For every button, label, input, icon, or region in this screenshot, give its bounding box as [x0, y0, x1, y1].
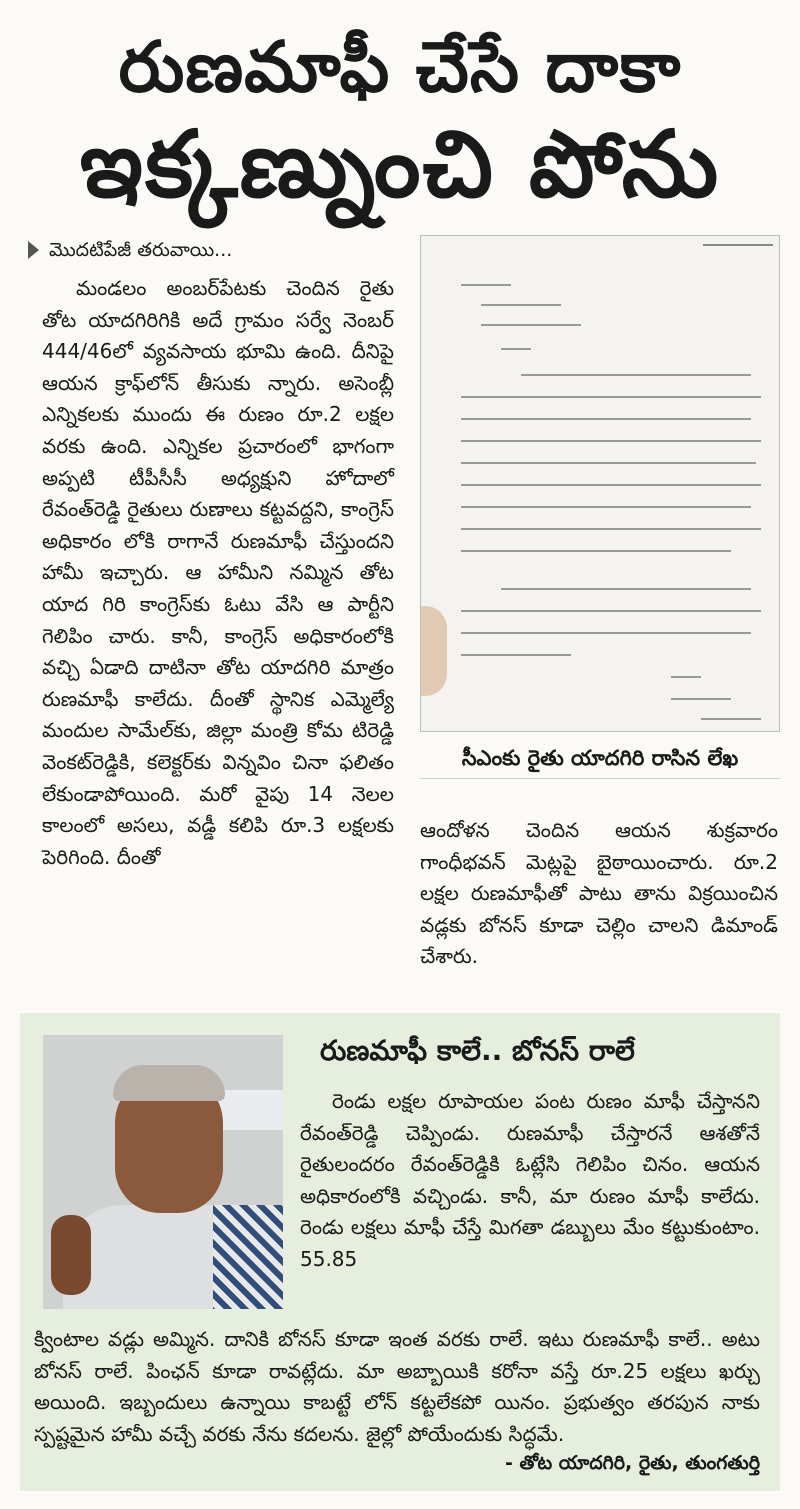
letter-line — [671, 676, 701, 678]
photo-hair — [113, 1065, 225, 1101]
quote-subheading: రుణమాఫీ కాలే.. బోనస్ రాలే — [320, 1034, 635, 1067]
letter-line — [461, 654, 571, 656]
letter-line — [501, 348, 531, 350]
letter-line — [461, 462, 756, 464]
letter-line — [461, 528, 761, 530]
farmer-quote-box — [20, 1013, 780, 1491]
kicker-text: మొదటిపేజీ తరువాయి... — [49, 239, 233, 261]
photo-background-board — [218, 1090, 283, 1130]
farmer-photo — [43, 1035, 283, 1309]
quote-text-top: రెండు లక్షల రూపాయల పంట రుణం మాఫీ చేస్తానని రేవంత్‌రెడ్డి చెప్పిండు. రుణమాఫీ చేస్తారనే ఆశతోనే రైతులందరం రేవంత్‌రెడ్డికి ఓట్లేసి గెలిపిం చినం. ఆయన అధికారంలోకి వచ్చిండు. కానీ, మా రుణం మాఫీ కాలేదు. రెండు లక్షలు మాఫీ చేస్తే మిగతా డబ్బులు మేం కట్టుకుంటాం. 55.85 — [300, 1089, 760, 1271]
photo-raised-hand — [51, 1215, 91, 1295]
left-column-text: మండలం అంబర్‌పేటకు చెందిన రైతు తోట యాదగిరిగికి అదే గ్రామం సర్వే నెంబర్ 444/46లో వ్యవసాయ భూమి ఉంది. దీనిపై ఆయన క్రాఫ్‌లోన్ తీసుకు న్నారు. అసెంబ్లీ ఎన్నికలకు ముందు ఈ రుణం రూ.2 లక్షల వరకు ఉంది. ఎన్నికల ప్రచారంలో భాగంగా అప్పటి టీపీసీసీ అధ్యక్షుని హోదాలో రేవంత్‌రెడ్డి రైతులు రుణాలు కట్టవద్దని, కాంగ్రెస్ అధికారం లోకి రాగానే రుణమాఫీ చేస్తుందని హామీ ఇచ్చారు. ఆ హామీని నమ్మిన తోట యాద గిరి కాంగ్రెస్‌కు ఓటు వేసి ఆ పార్టీని గెలిపిం చారు. కానీ, కాంగ్రెస్ అధికారంలోకి వచ్చి ఏడాది దాటినా తోట యాదగిరి మాత్రం రుణమాఫీ కాలేదు. దీంతో స్థానిక ఎమ్మెల్యే మందుల సామేల్‌కు, జిల్లా మంత్రి కోమ టిరెడ్డి వెంకట్‌రెడ్డికి, కలెక్టర్‌కు విన్నవిం చినా ఫలితం లేకుండాపోయింది. మరో వైపు 14 నెలల కాలంలో అసలు, వడ్డీ కలిపి రూ.3 లక్షలకు పెరిగింది. దీంతో — [42, 276, 394, 869]
letter-line — [461, 396, 761, 398]
right-column-text: ఆందోళన చెందిన ఆయన శుక్రవారం గాంధీభవన్ మెట్లపై బైఠాయించారు. రూ.2 లక్షల రుణమాఫీతో పాటు తాను విక్రయించిన వడ్లకు బోనస్ కూడా చెల్లిం చాలని డిమాండ్ చేశారు. — [420, 818, 778, 969]
article-left-column — [42, 273, 394, 873]
headline-line-1: రుణమాఫీ చేసే దాకా — [118, 26, 682, 108]
letter-line — [461, 484, 761, 486]
letter-line — [461, 610, 761, 612]
headline-line-2: ఇక్కణ్నుంచి పోను — [79, 111, 721, 218]
holding-thumb — [420, 606, 447, 696]
quote-text-bottom: క్వింటాల వడ్లు అమ్మిన. దానికి బోనస్ కూడా ఇంత వరకు రాలే. ఇటు రుణమాఫీ కాలే.. అటు బోనస్ రాలే. పింఛన్ కూడా రావట్లేదు. మా అబ్బాయికి కరోనా వస్తే రూ.25 లక్షలు ఖర్చు అయింది. ఇబ్బందులు ఉన్నాయి కాబట్టే లోన్ కట్టలేకపో యినం. ప్రభుత్వం తరపున నాకు స్పష్టమైన హామీ వచ్చే వరకు నేను కదలను. జైల్లో పోయేందుకు సిద్ధమే. — [34, 1327, 760, 1446]
letter-line — [521, 374, 751, 376]
handwritten-letter-image — [420, 235, 780, 732]
photo-checked-scarf — [213, 1205, 283, 1309]
letter-date-mark — [703, 244, 773, 246]
letter-signature-mark — [701, 718, 761, 720]
letter-line — [501, 588, 751, 590]
chevron-right-icon — [28, 241, 39, 259]
letter-line — [481, 304, 561, 306]
letter-line — [461, 506, 751, 508]
letter-line — [461, 632, 751, 634]
continuation-kicker — [28, 236, 232, 264]
letter-line — [461, 418, 751, 420]
letter-caption: సీఎంకు రైతు యాదగిరి రాసిన లేఖ — [420, 738, 780, 779]
letter-line — [671, 698, 731, 700]
letter-line — [481, 324, 581, 326]
letter-line — [461, 284, 511, 286]
letter-line — [461, 550, 731, 552]
article-right-column — [420, 815, 778, 973]
letter-line — [461, 440, 761, 442]
quote-attribution: - తోట యాదగిరి, రైతు, తుంగతుర్తి — [504, 1452, 760, 1474]
